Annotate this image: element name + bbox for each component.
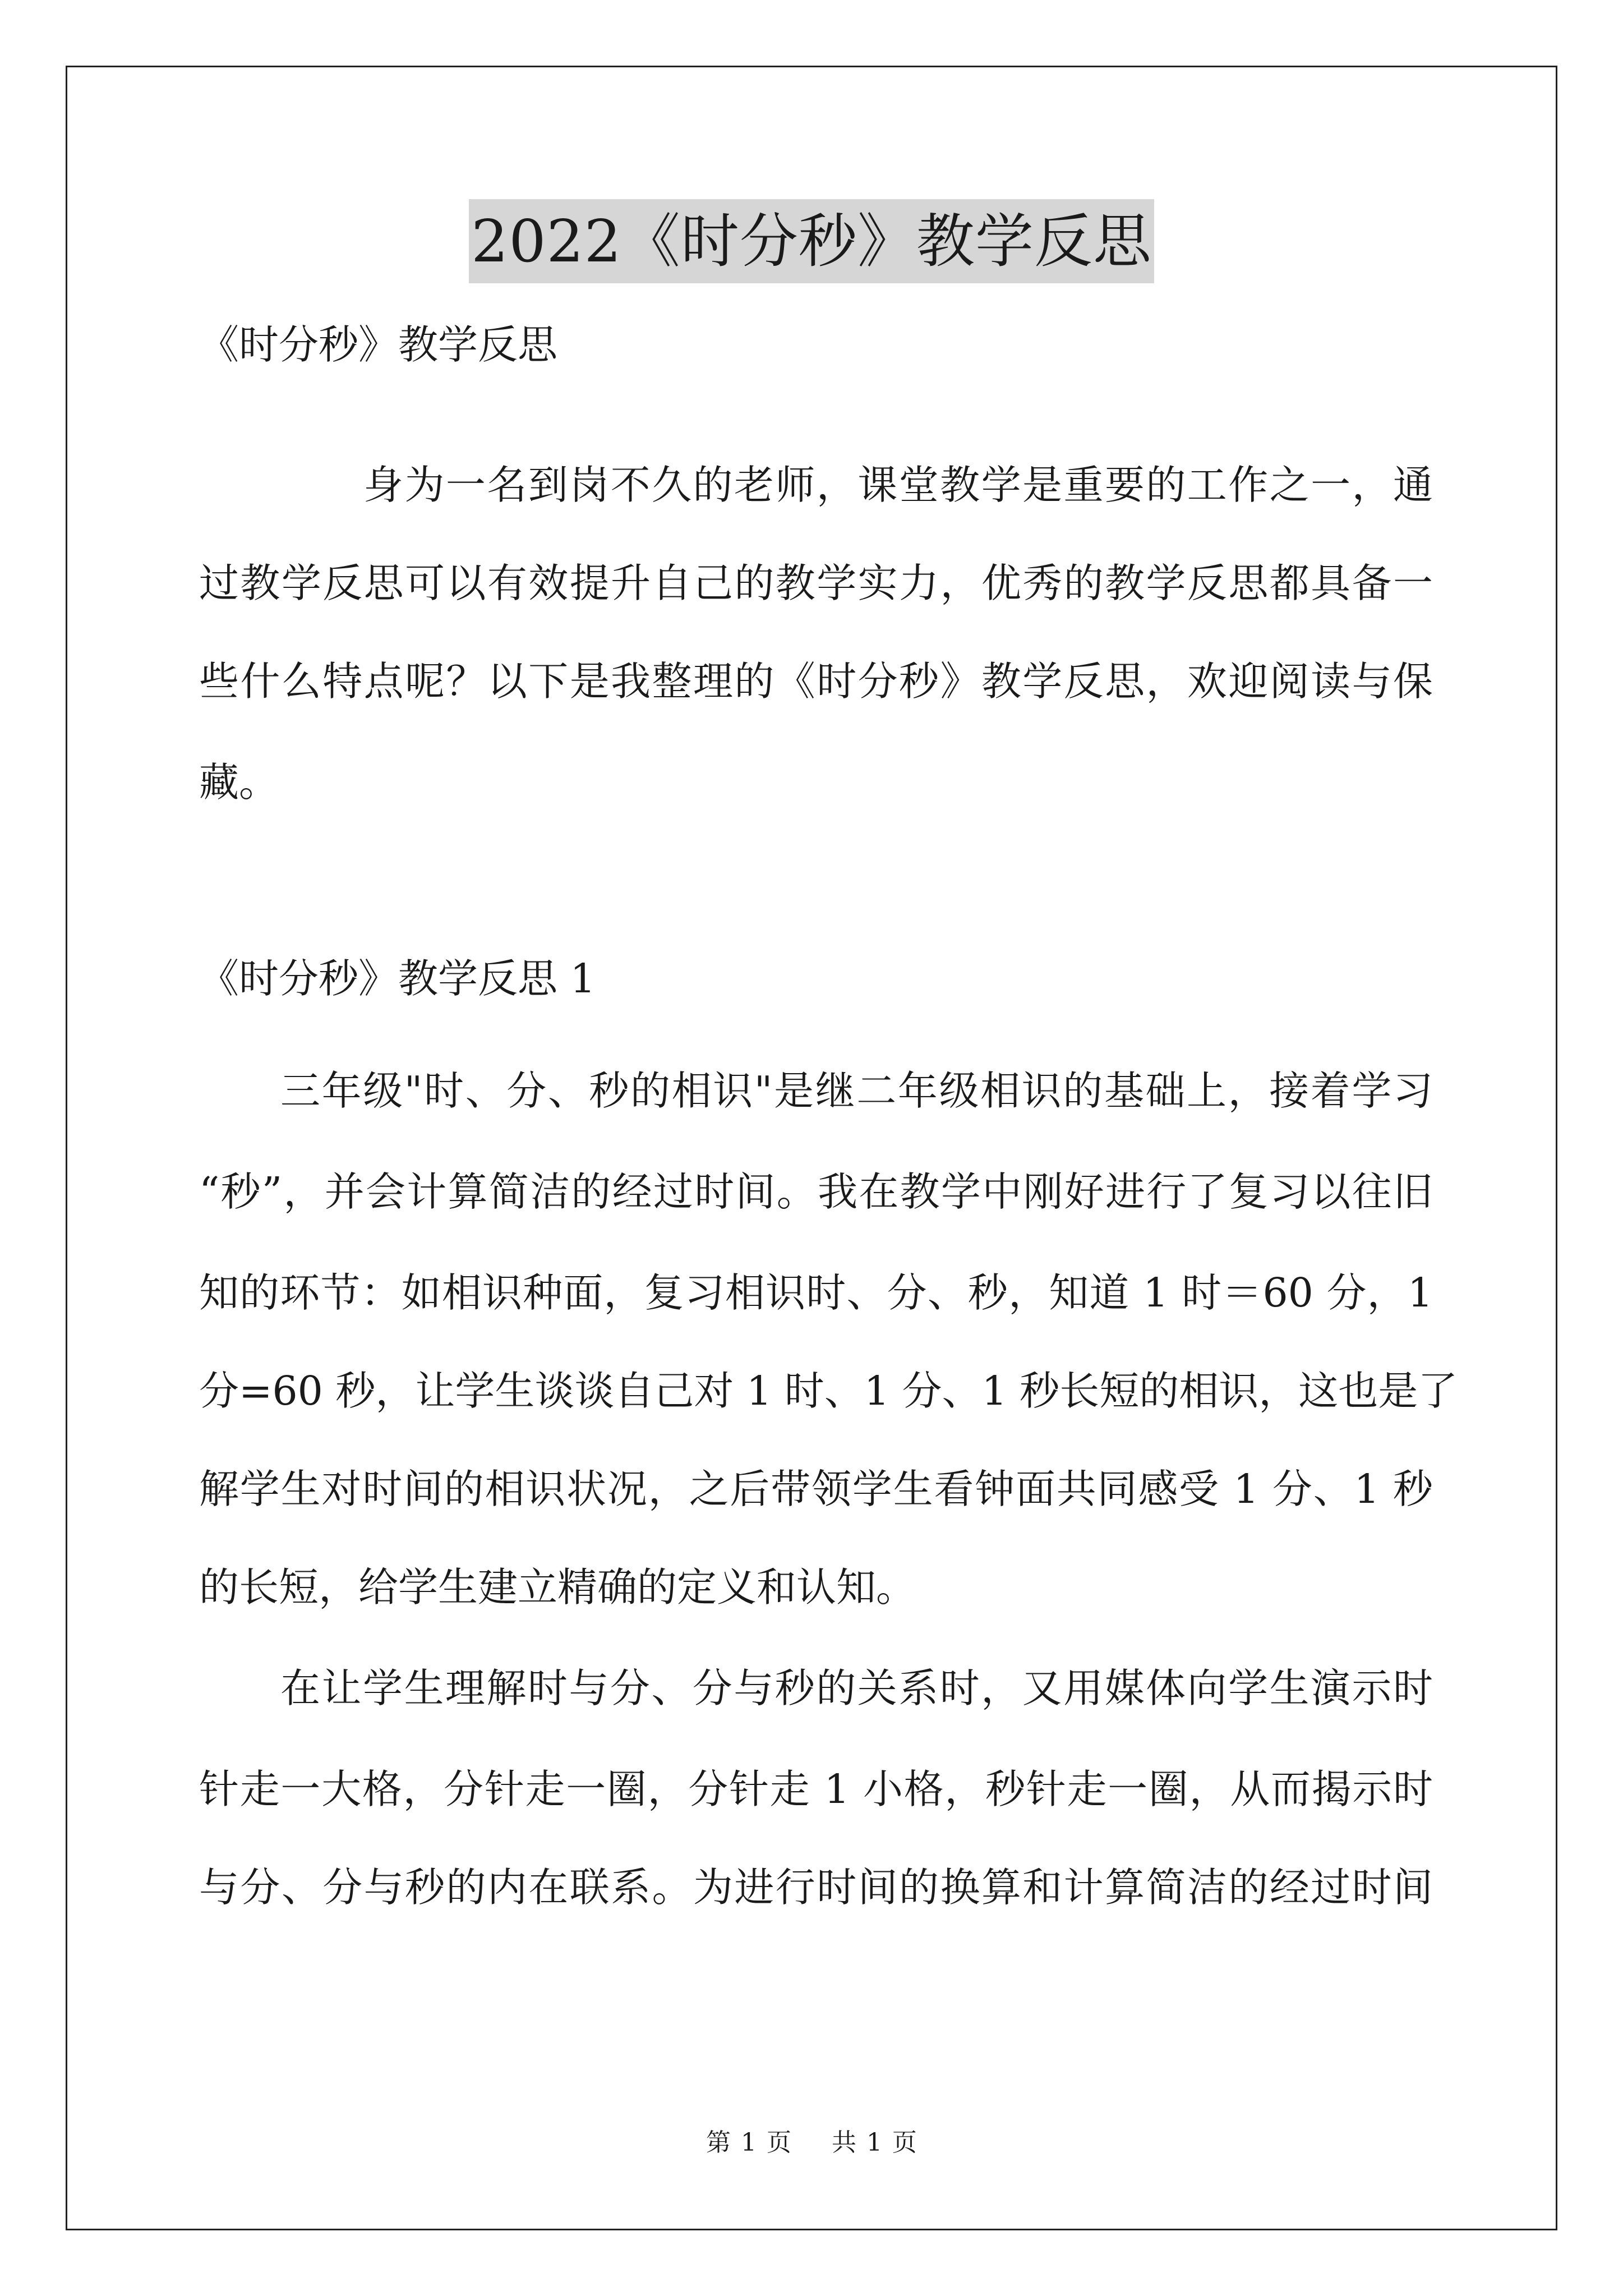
section-heading: 《时分秒》教学反思 1 — [199, 955, 596, 1002]
paragraph-line: 解学生对时间的相识状况，之后带领学生看钟面共同感受 1 分、1 秒 — [199, 1466, 1433, 1512]
page-total: 共 1 页 — [831, 2128, 917, 2157]
intro-line: 些什么特点呢？以下是我整理的《时分秒》教学反思，欢迎阅读与保 — [199, 658, 1433, 705]
page-number: 第 1 页 — [706, 2128, 792, 2157]
title-container — [0, 199, 1623, 283]
paragraph-line: 针走一大格，分针走一圈，分针走 1 小格，秒针走一圈，从而揭示时 — [199, 1766, 1433, 1812]
document-subtitle: 《时分秒》教学反思 — [199, 321, 558, 368]
paragraph-line: 的长短，给学生建立精确的定义和认知。 — [199, 1564, 916, 1611]
intro-line: 藏。 — [199, 759, 279, 806]
paragraph-line: 分=60 秒，让学生谈谈自己对 1 时、1 分、1 秒长短的相识，这也是了 — [199, 1368, 1458, 1414]
intro-line: 身为一名到岗不久的老师，课堂教学是重要的工作之一，通 — [363, 462, 1433, 508]
document-title: 2022《时分秒》教学反思 — [469, 199, 1154, 283]
page-footer — [0, 2126, 1623, 2160]
paragraph-line: 三年级"时、分、秒的相识"是继二年级相识的基础上，接着学习 — [280, 1068, 1433, 1114]
paragraph-line: 与分、分与秒的内在联系。为进行时间的换算和计算简洁的经过时间 — [199, 1864, 1433, 1911]
paragraph-line: 在让学生理解时与分、分与秒的关系时，又用媒体向学生演示时 — [280, 1665, 1433, 1711]
intro-line: 过教学反思可以有效提升自己的教学实力，优秀的教学反思都具备一 — [199, 560, 1433, 606]
paragraph-line: “秒”，并会计算简洁的经过时间。我在教学中刚好进行了复习以往旧 — [199, 1168, 1433, 1215]
paragraph-line: 知的环节：如相识种面，复习相识时、分、秒，知道 1 时＝60 分，1 — [199, 1269, 1433, 1316]
